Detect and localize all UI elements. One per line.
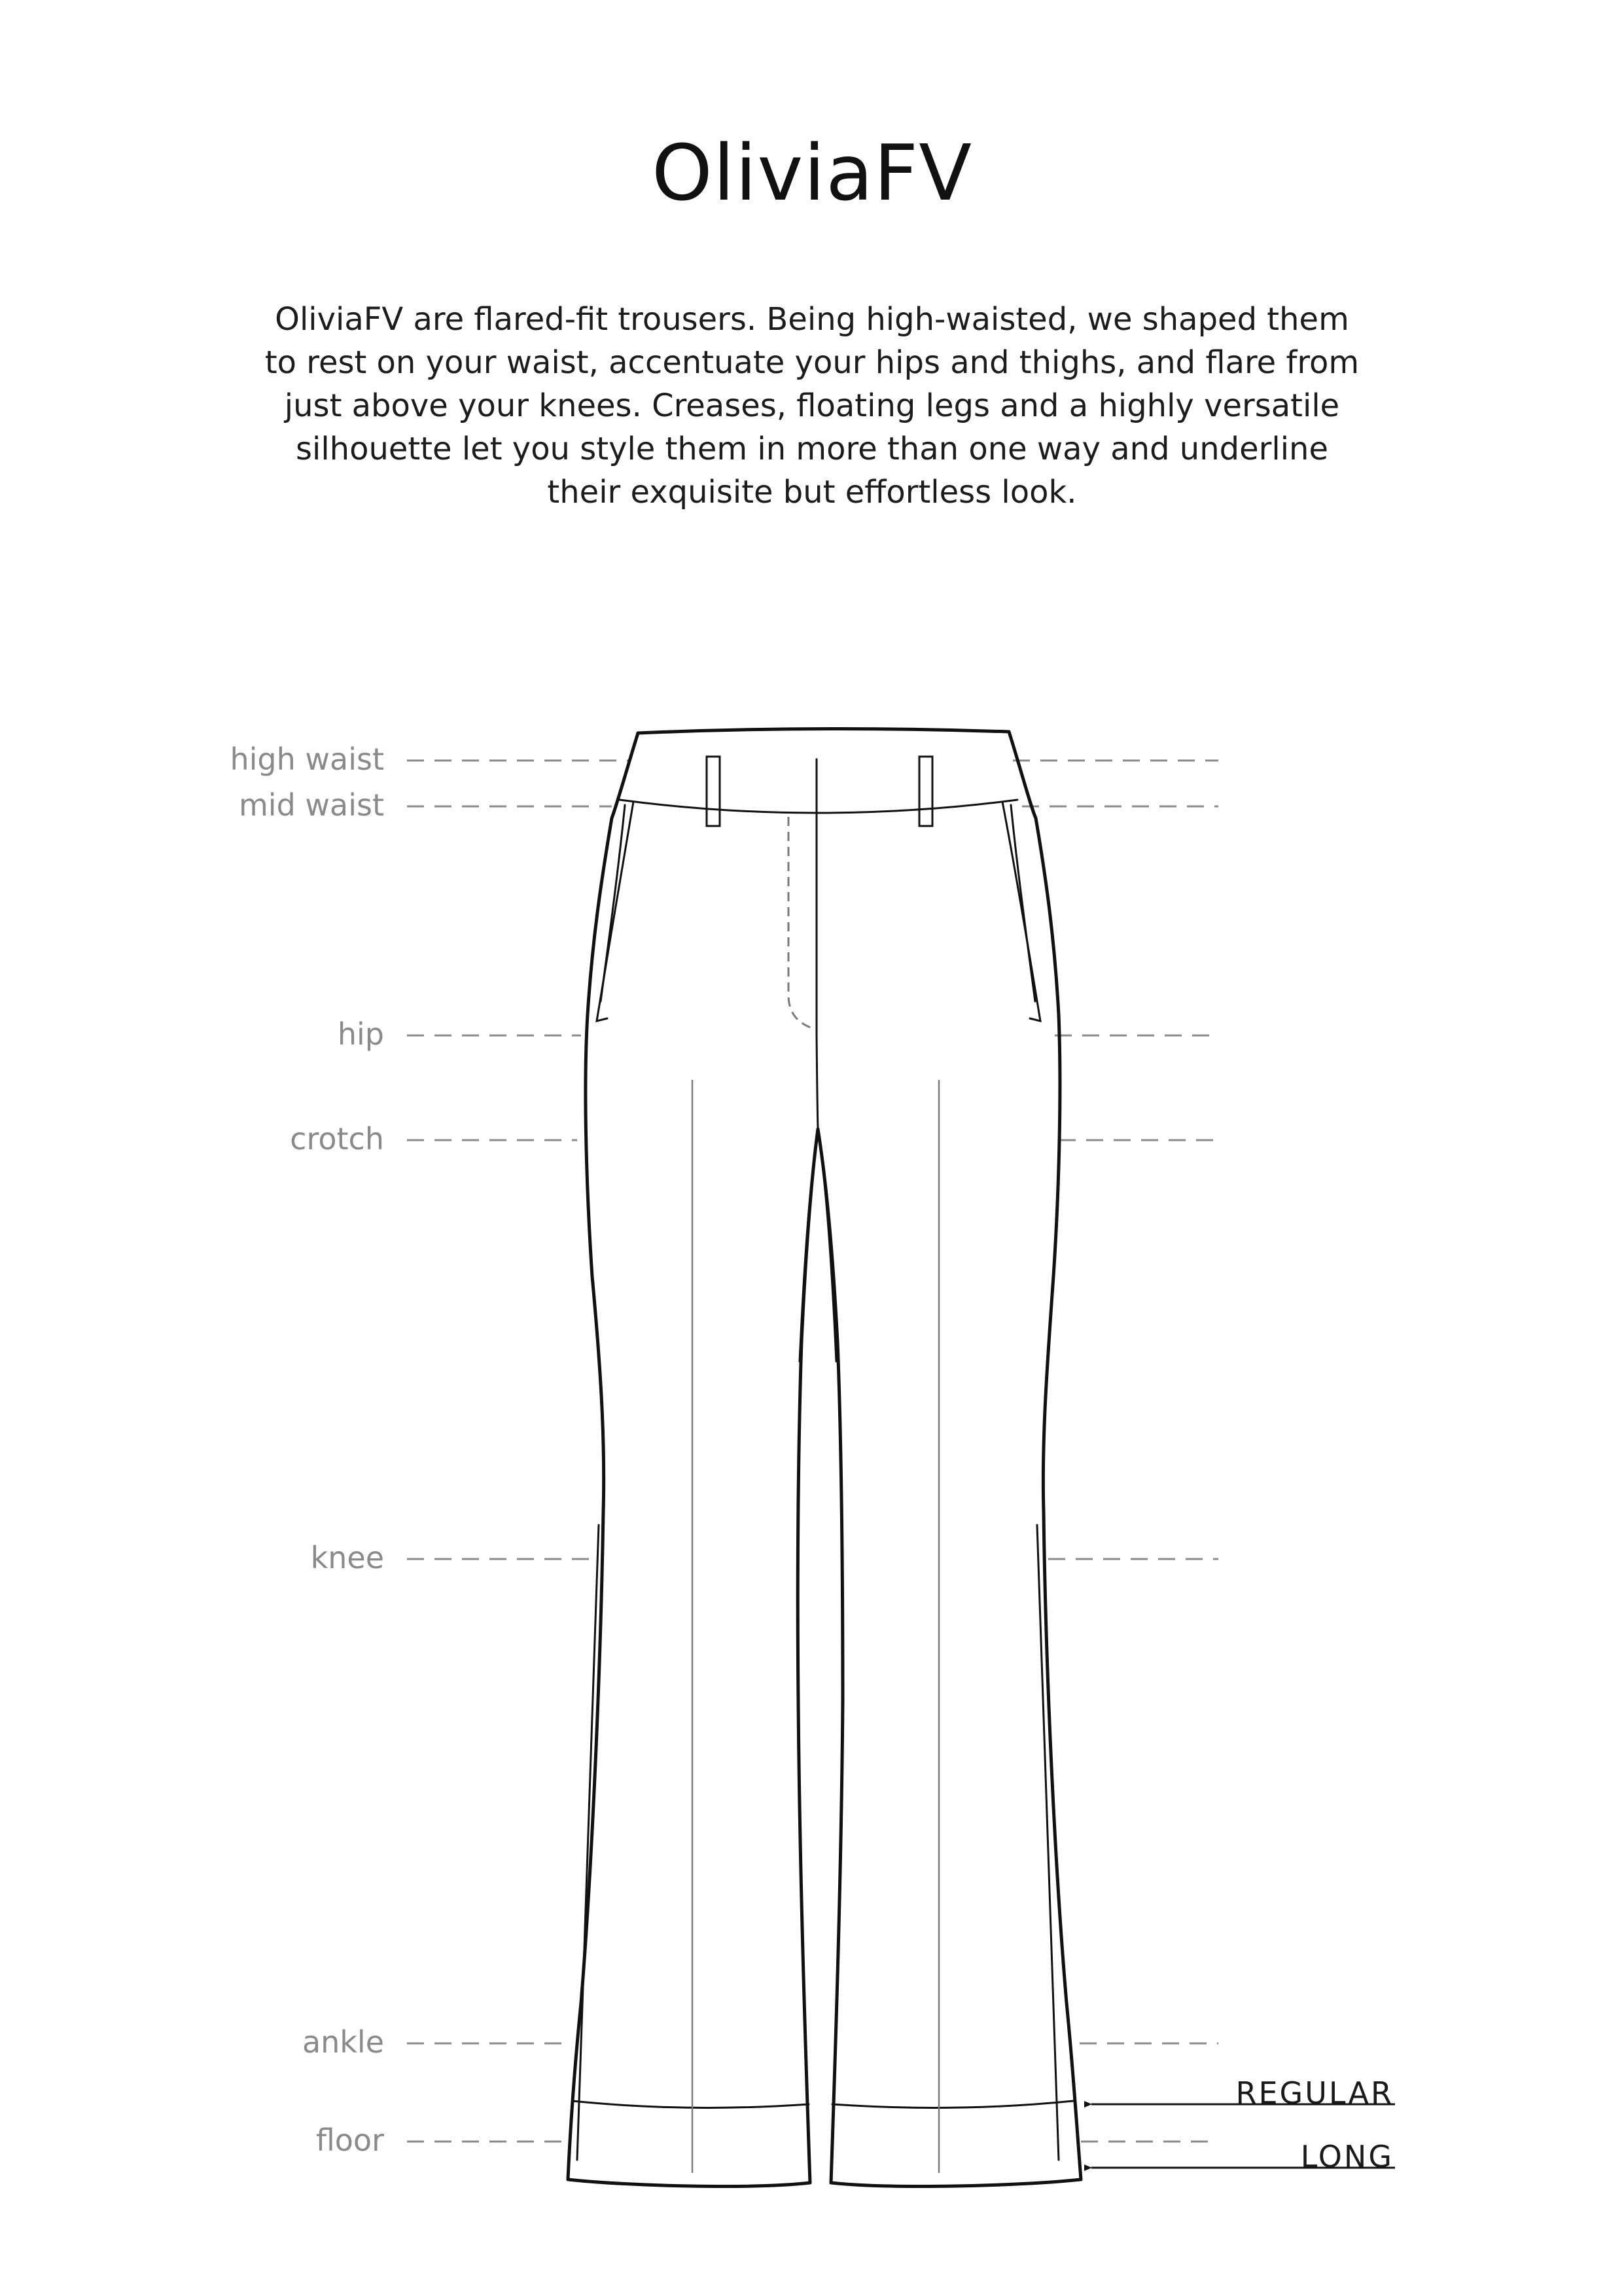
right-inseam-line: [818, 1129, 836, 1361]
length-label-regular: REGULAR: [1235, 2075, 1394, 2111]
trousers-outline: [568, 728, 1081, 2186]
waistband-seam: [620, 800, 1017, 813]
waistband-top: [638, 728, 1009, 733]
measure-label-high-waist: high waist: [230, 742, 384, 777]
description-line: OliviaFV are flared-fit trousers. Being high-waisted, we shaped them: [275, 301, 1349, 338]
measure-label-hip: hip: [337, 1016, 384, 1052]
fly-stitching: [788, 817, 815, 1029]
right-pocket: [1002, 802, 1040, 1021]
measure-label-mid-waist: mid waist: [238, 787, 384, 823]
description-line: just above your knees. Creases, floating legs and a highly versatile: [284, 387, 1340, 424]
center-front-seam: [817, 759, 818, 1129]
guide-lines: [407, 761, 1218, 2142]
measure-label-crotch: crotch: [290, 1121, 384, 1157]
length-arrows: [1091, 2104, 1395, 2168]
left-pocket-edge: [601, 805, 625, 1001]
description-line: silhouette let you style them in more than one way and underline: [295, 431, 1329, 467]
measure-label-ankle: ankle: [302, 2024, 384, 2060]
left-cuff: [573, 2101, 809, 2108]
description-line: their exquisite but effortless look.: [547, 474, 1077, 511]
right-cuff: [832, 2101, 1073, 2108]
left-side-seam: [577, 1525, 599, 2160]
length-label-long: LONG: [1300, 2139, 1394, 2174]
measure-label-floor: floor: [315, 2123, 384, 2158]
crease-lines: [692, 1080, 939, 2173]
trousers-details: [573, 757, 1073, 2160]
trousers-silhouette: [568, 732, 1081, 2186]
description-line: to rest on your waist, accentuate your hips and thighs, and flare from: [264, 344, 1360, 381]
product-title: OliviaFV: [652, 128, 972, 218]
right-pocket-edge: [1011, 805, 1035, 1001]
belt-loop-right: [919, 757, 932, 826]
measure-label-knee: knee: [310, 1540, 384, 1575]
belt-loop-left: [707, 757, 720, 826]
